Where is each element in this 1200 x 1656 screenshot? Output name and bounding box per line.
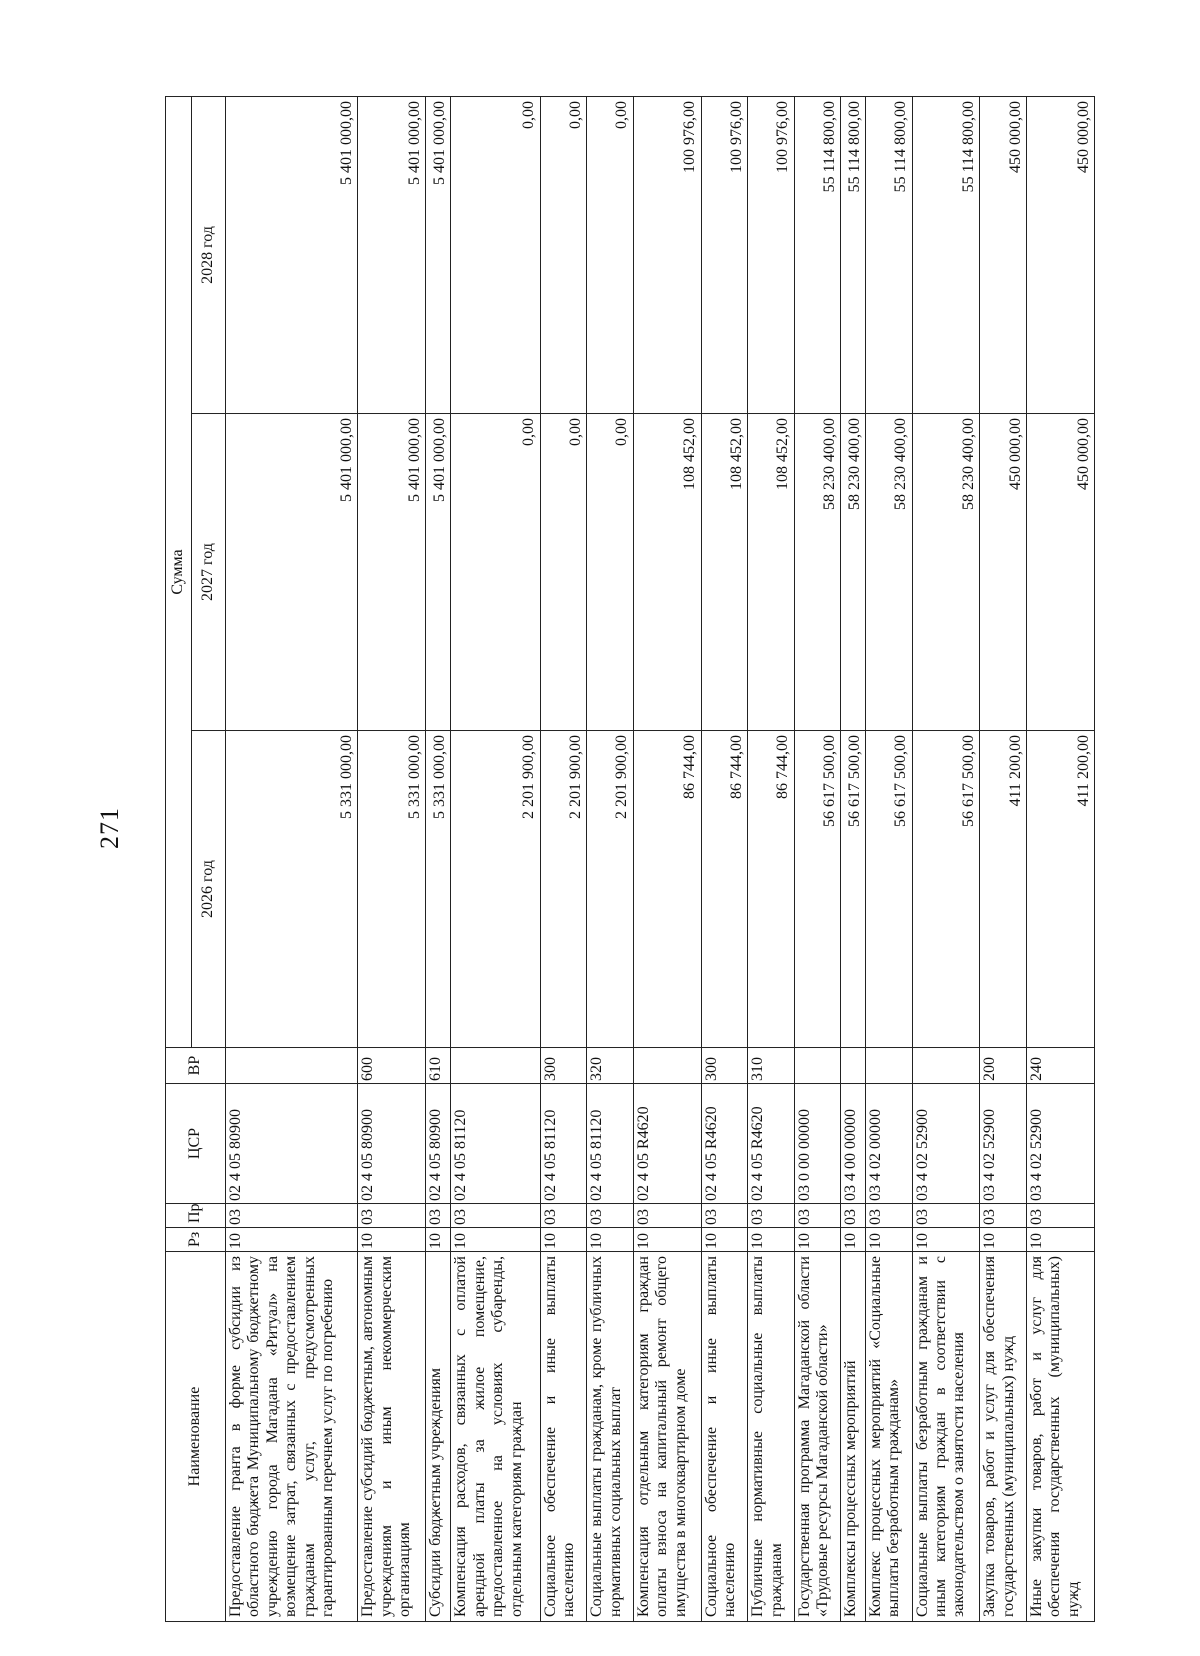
cell-sum-2028: 100 976,00 (633, 96, 701, 413)
cell-name: Социальные выплаты безработным гражданам и иным категориям граждан в соответствии с законодательством о занятости населения (912, 1251, 980, 1621)
cell-pr: 03 (841, 1203, 866, 1227)
cell-vr: 610 (426, 1047, 451, 1083)
header-year-2028: 2028 год (192, 96, 226, 413)
cell-sum-2026: 86 744,00 (748, 730, 794, 1047)
table-row (358, 96, 426, 1621)
cell-pr: 03 (980, 1203, 1026, 1227)
cell-sum-2027: 5 401 000,00 (426, 413, 451, 730)
cell-sum-2026: 2 201 900,00 (587, 730, 633, 1047)
cell-rz: 10 (540, 1227, 586, 1251)
cell-rz: 10 (748, 1227, 794, 1251)
cell-sum-2028: 55 114 800,00 (866, 96, 912, 413)
cell-sum-2027: 0,00 (451, 413, 540, 730)
cell-vr: 300 (540, 1047, 586, 1083)
table-row (794, 96, 840, 1621)
cell-name: Публичные нормативные социальные выплаты гражданам (748, 1251, 794, 1621)
cell-sum-2028: 450 000,00 (1026, 96, 1094, 413)
cell-pr: 03 (226, 1203, 358, 1227)
cell-sum-2028: 5 401 000,00 (358, 96, 426, 413)
cell-csr: 03 4 02 52900 (1026, 1083, 1094, 1203)
cell-name: Социальные выплаты гражданам, кроме публичных нормативных социальных выплат (587, 1251, 633, 1621)
cell-sum-2028: 5 401 000,00 (426, 96, 451, 413)
cell-sum-2028: 55 114 800,00 (841, 96, 866, 413)
cell-vr (841, 1047, 866, 1083)
cell-csr: 02 4 05 80900 (426, 1083, 451, 1203)
table-row (841, 96, 866, 1621)
cell-name: Компенсация расходов, связанных с оплатой арендной платы за жилое помещение, предоставленное на условиях субаренды, отдельным категориям граждан (451, 1251, 540, 1621)
cell-name: Субсидии бюджетным учреждениям (426, 1251, 451, 1621)
table-row (451, 96, 540, 1621)
header-year-2027: 2027 год (192, 413, 226, 730)
cell-pr: 03 (701, 1203, 747, 1227)
header-pr: Пр (166, 1203, 226, 1227)
cell-csr: 02 4 05 81120 (587, 1083, 633, 1203)
cell-sum-2026: 5 331 000,00 (358, 730, 426, 1047)
cell-sum-2028: 0,00 (540, 96, 586, 413)
cell-sum-2026: 56 617 500,00 (841, 730, 866, 1047)
table-row (748, 96, 794, 1621)
cell-pr: 03 (748, 1203, 794, 1227)
table-row (912, 96, 980, 1621)
cell-sum-2027: 0,00 (540, 413, 586, 730)
cell-csr: 02 4 05 80900 (358, 1083, 426, 1203)
cell-vr: 320 (587, 1047, 633, 1083)
budget-table (165, 95, 1095, 1621)
cell-pr: 03 (587, 1203, 633, 1227)
cell-vr: 300 (701, 1047, 747, 1083)
cell-name: Предоставление субсидий бюджетным, автономным учреждениям и иным некоммерческим организациям (358, 1251, 426, 1621)
cell-rz: 10 (841, 1227, 866, 1251)
cell-sum-2026: 56 617 500,00 (866, 730, 912, 1047)
cell-rz: 10 (1026, 1227, 1094, 1251)
table-body (226, 96, 1095, 1621)
cell-sum-2026: 411 200,00 (1026, 730, 1094, 1047)
cell-name: Государственная программа Магаданской области «Трудовые ресурсы Магаданской области» (794, 1251, 840, 1621)
cell-sum-2027: 450 000,00 (1026, 413, 1094, 730)
cell-pr: 03 (1026, 1203, 1094, 1227)
header-csr: ЦСР (166, 1083, 226, 1203)
table-row (980, 96, 1026, 1621)
cell-pr: 03 (794, 1203, 840, 1227)
table-row (1026, 96, 1094, 1621)
cell-rz: 10 (912, 1227, 980, 1251)
cell-pr: 03 (358, 1203, 426, 1227)
cell-sum-2027: 58 230 400,00 (794, 413, 840, 730)
cell-vr (451, 1047, 540, 1083)
cell-rz: 10 (587, 1227, 633, 1251)
cell-sum-2026: 56 617 500,00 (794, 730, 840, 1047)
cell-csr: 02 4 05 80900 (226, 1083, 358, 1203)
table-row (226, 96, 358, 1621)
cell-csr: 03 0 00 00000 (794, 1083, 840, 1203)
header-rz: Рз (166, 1227, 226, 1251)
header-year-2026: 2026 год (192, 730, 226, 1047)
cell-vr (226, 1047, 358, 1083)
table-header (166, 96, 226, 1621)
cell-vr: 200 (980, 1047, 1026, 1083)
cell-sum-2026: 5 331 000,00 (426, 730, 451, 1047)
cell-vr: 240 (1026, 1047, 1094, 1083)
cell-csr: 03 4 02 52900 (980, 1083, 1026, 1203)
cell-sum-2028: 100 976,00 (748, 96, 794, 413)
cell-vr (633, 1047, 701, 1083)
cell-name: Иные закупки товаров, работ и услуг для обеспечения государственных (муниципальных) нужд (1026, 1251, 1094, 1621)
cell-name: Комплекс процессных мероприятий «Социальные выплаты безработным гражданам» (866, 1251, 912, 1621)
cell-vr (912, 1047, 980, 1083)
cell-sum-2027: 5 401 000,00 (226, 413, 358, 730)
header-vr: ВР (166, 1047, 226, 1083)
cell-sum-2026: 86 744,00 (701, 730, 747, 1047)
cell-sum-2028: 450 000,00 (980, 96, 1026, 413)
cell-rz: 10 (226, 1227, 358, 1251)
cell-name: Социальное обеспечение и иные выплаты населению (540, 1251, 586, 1621)
cell-csr: 02 4 05 81120 (451, 1083, 540, 1203)
cell-pr: 03 (633, 1203, 701, 1227)
cell-sum-2027: 58 230 400,00 (841, 413, 866, 730)
cell-sum-2026: 2 201 900,00 (540, 730, 586, 1047)
cell-name: Закупка товаров, работ и услуг для обеспечения государственных (муниципальных) нужд (980, 1251, 1026, 1621)
cell-pr: 03 (451, 1203, 540, 1227)
cell-vr: 310 (748, 1047, 794, 1083)
header-name: Наименование (166, 1251, 226, 1621)
page-number: 271 (95, 807, 124, 849)
cell-name: Предоставление гранта в форме субсидии из областного бюджета Муниципальному бюджетному учреждению города Магадана «Ритуал» на возмещение затрат, связанных с предоставлением гражданам услуг, предусмотренных гарантированным перечнем услуг по погребению (226, 1251, 358, 1621)
cell-vr: 600 (358, 1047, 426, 1083)
cell-name: Компенсация отдельным категориям граждан оплаты взноса на капитальный ремонт общего имущества в многоквартирном доме (633, 1251, 701, 1621)
cell-csr: 03 4 00 00000 (841, 1083, 866, 1203)
cell-vr (794, 1047, 840, 1083)
cell-csr: 03 4 02 52900 (912, 1083, 980, 1203)
cell-sum-2028: 0,00 (587, 96, 633, 413)
cell-sum-2027: 108 452,00 (748, 413, 794, 730)
cell-rz: 10 (701, 1227, 747, 1251)
table-row (633, 96, 701, 1621)
table-row (540, 96, 586, 1621)
cell-rz: 10 (980, 1227, 1026, 1251)
cell-pr: 03 (540, 1203, 586, 1227)
cell-rz: 10 (866, 1227, 912, 1251)
table-row (701, 96, 747, 1621)
cell-pr: 03 (912, 1203, 980, 1227)
table-row (426, 96, 451, 1621)
cell-name: Социальное обеспечение и иные выплаты населению (701, 1251, 747, 1621)
cell-sum-2027: 0,00 (587, 413, 633, 730)
rotated-page-area (165, 96, 1095, 1621)
cell-sum-2026: 2 201 900,00 (451, 730, 540, 1047)
cell-rz: 10 (426, 1227, 451, 1251)
cell-sum-2027: 108 452,00 (701, 413, 747, 730)
cell-sum-2028: 55 114 800,00 (912, 96, 980, 413)
cell-sum-2027: 450 000,00 (980, 413, 1026, 730)
header-sum: Сумма (166, 96, 192, 1047)
cell-rz: 10 (451, 1227, 540, 1251)
cell-rz: 10 (358, 1227, 426, 1251)
cell-sum-2028: 55 114 800,00 (794, 96, 840, 413)
cell-vr (866, 1047, 912, 1083)
cell-sum-2027: 108 452,00 (633, 413, 701, 730)
cell-sum-2027: 58 230 400,00 (912, 413, 980, 730)
cell-sum-2027: 5 401 000,00 (358, 413, 426, 730)
cell-sum-2026: 56 617 500,00 (912, 730, 980, 1047)
cell-rz: 10 (794, 1227, 840, 1251)
cell-rz: 10 (633, 1227, 701, 1251)
cell-csr: 02 4 05 R4620 (633, 1083, 701, 1203)
table-row (587, 96, 633, 1621)
cell-sum-2026: 86 744,00 (633, 730, 701, 1047)
cell-csr: 02 4 05 81120 (540, 1083, 586, 1203)
cell-sum-2026: 5 331 000,00 (226, 730, 358, 1047)
table-row (866, 96, 912, 1621)
cell-csr: 02 4 05 R4620 (701, 1083, 747, 1203)
cell-csr: 02 4 05 R4620 (748, 1083, 794, 1203)
cell-pr: 03 (426, 1203, 451, 1227)
cell-sum-2028: 5 401 000,00 (226, 96, 358, 413)
cell-sum-2027: 58 230 400,00 (866, 413, 912, 730)
cell-sum-2028: 100 976,00 (701, 96, 747, 413)
cell-sum-2028: 0,00 (451, 96, 540, 413)
cell-sum-2026: 411 200,00 (980, 730, 1026, 1047)
cell-csr: 03 4 02 00000 (866, 1083, 912, 1203)
cell-pr: 03 (866, 1203, 912, 1227)
cell-name: Комплексы процессных мероприятий (841, 1251, 866, 1621)
